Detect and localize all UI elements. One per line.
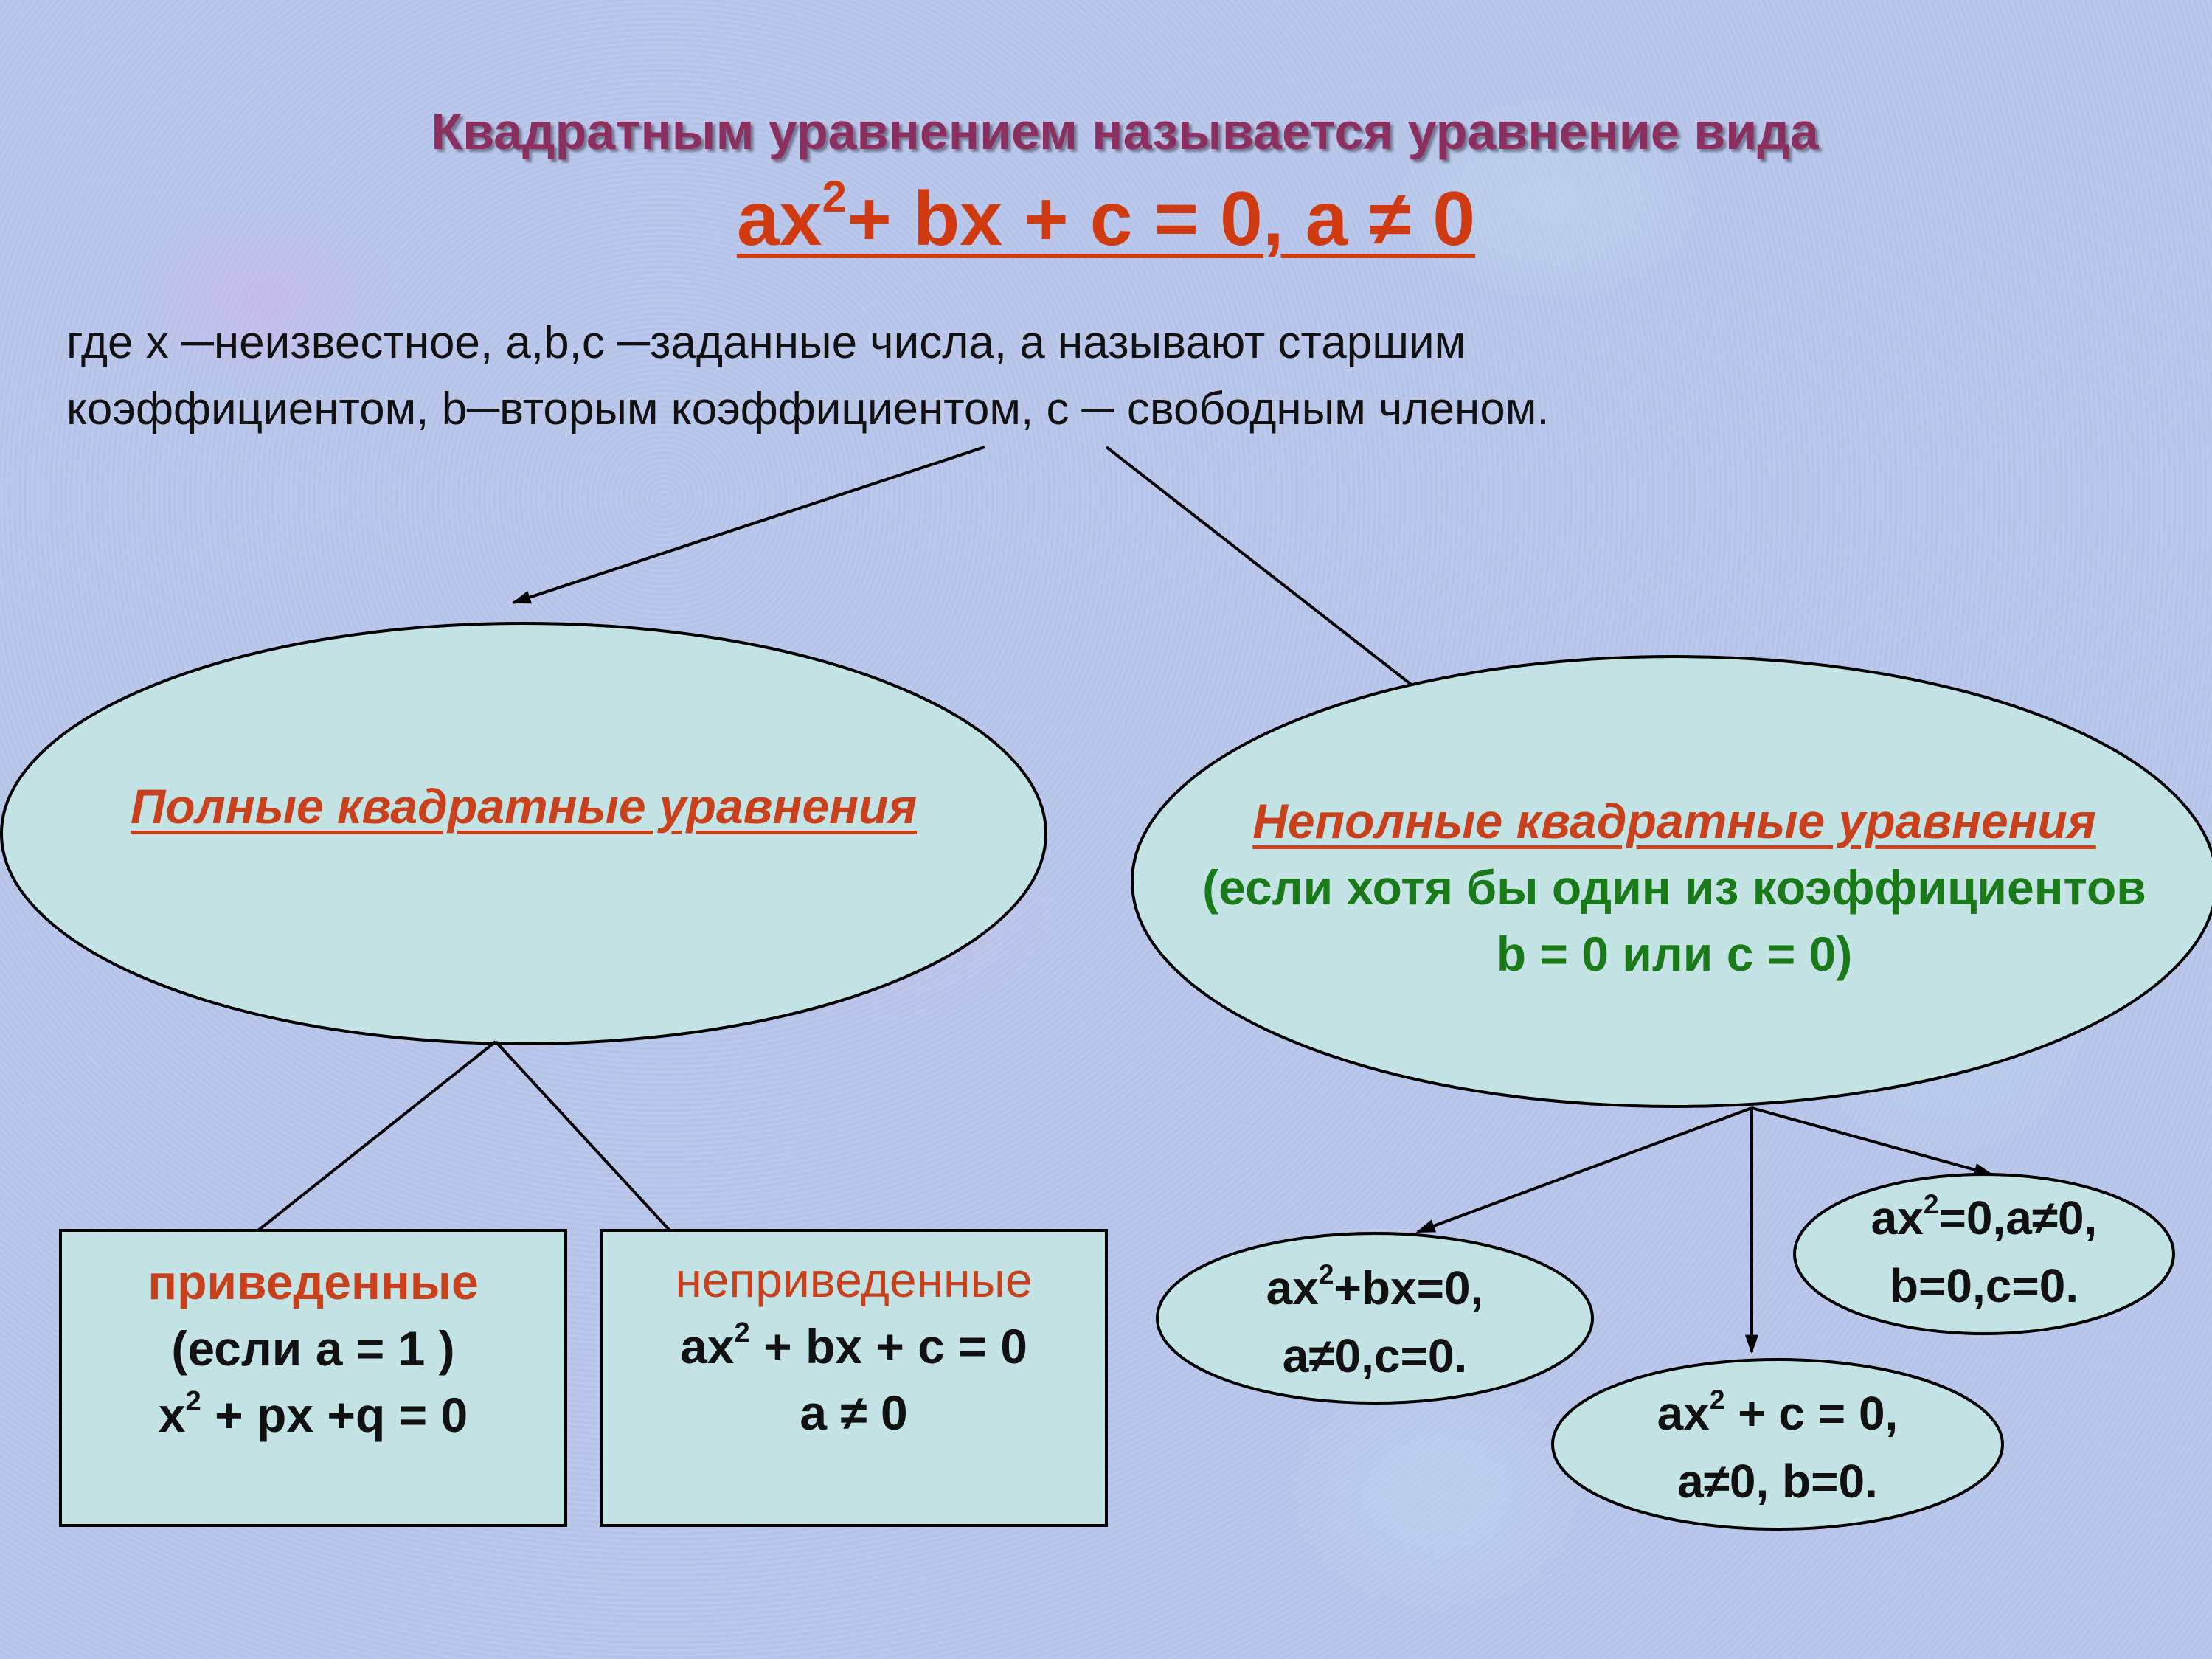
case1-condition: a≠0,c=0. — [1282, 1329, 1468, 1382]
case1-formula: $ax^2+bx=0$, — [1266, 1258, 1484, 1315]
case3-formula: $ax^2=0,a\ne 0$, — [1871, 1188, 2098, 1244]
page-title: Квадратным уравнением называется уравнение вида — [431, 103, 1819, 160]
reduced-box-text — [60, 1249, 566, 1448]
line-complete-to-unreduced — [496, 1042, 670, 1230]
reduced-label: приведенные — [148, 1255, 479, 1309]
case2-text — [1553, 1379, 2003, 1515]
arrow-to-incomplete — [1106, 447, 1437, 704]
formula-exponent: 2 — [822, 170, 847, 221]
case3-condition: b=0,c=0. — [1889, 1259, 2079, 1312]
complete-equations-label-wrap — [30, 778, 1018, 834]
unreduced-formula: $ax^2$ + bx + c = 0 — [680, 1317, 1027, 1374]
unreduced-box-text — [601, 1247, 1106, 1446]
formula-rest: + bx + c = 0, a ≠ 0 — [847, 176, 1476, 262]
case2-formula: $ax^2 + c = 0$, — [1657, 1384, 1899, 1440]
formula-ax: ax — [736, 176, 822, 262]
definition-line-2: коэффициентом, b─вторым коэффициентом, с ─ свободным членом. — [66, 384, 1550, 434]
arrow-to-case3 — [1752, 1108, 1991, 1174]
main-formula — [0, 170, 2212, 263]
unreduced-condition: a ≠ 0 — [800, 1385, 908, 1440]
definition-line-1: где х ─неизвестное, a,b,c ─заданные числа, а называют старшим — [66, 317, 1466, 368]
unreduced-label: неприведенные — [675, 1253, 1033, 1307]
case1-text — [1157, 1254, 1592, 1390]
reduced-condition: (если а = 1 ) — [171, 1321, 455, 1376]
arrow-to-case1 — [1418, 1108, 1752, 1232]
incomplete-condition-2: b = 0 или c = 0) — [1496, 927, 1853, 981]
arrow-to-complete — [513, 447, 985, 603]
line-complete-to-reduced — [258, 1042, 496, 1230]
complete-equations-label: Полные квадратные уравнения — [130, 779, 918, 834]
definition-text — [66, 310, 2168, 443]
incomplete-condition-1: (если хотя бы один из коэффициентов — [1202, 860, 2146, 915]
case2-condition: a≠0, b=0. — [1677, 1455, 1878, 1508]
case3-text — [1795, 1184, 2174, 1320]
reduced-formula: $x^2$ + px +q = 0 — [158, 1385, 468, 1442]
incomplete-equations-label: Неполные квадратные уравнения — [1252, 794, 2096, 848]
incomplete-equations-text — [1136, 788, 2212, 987]
